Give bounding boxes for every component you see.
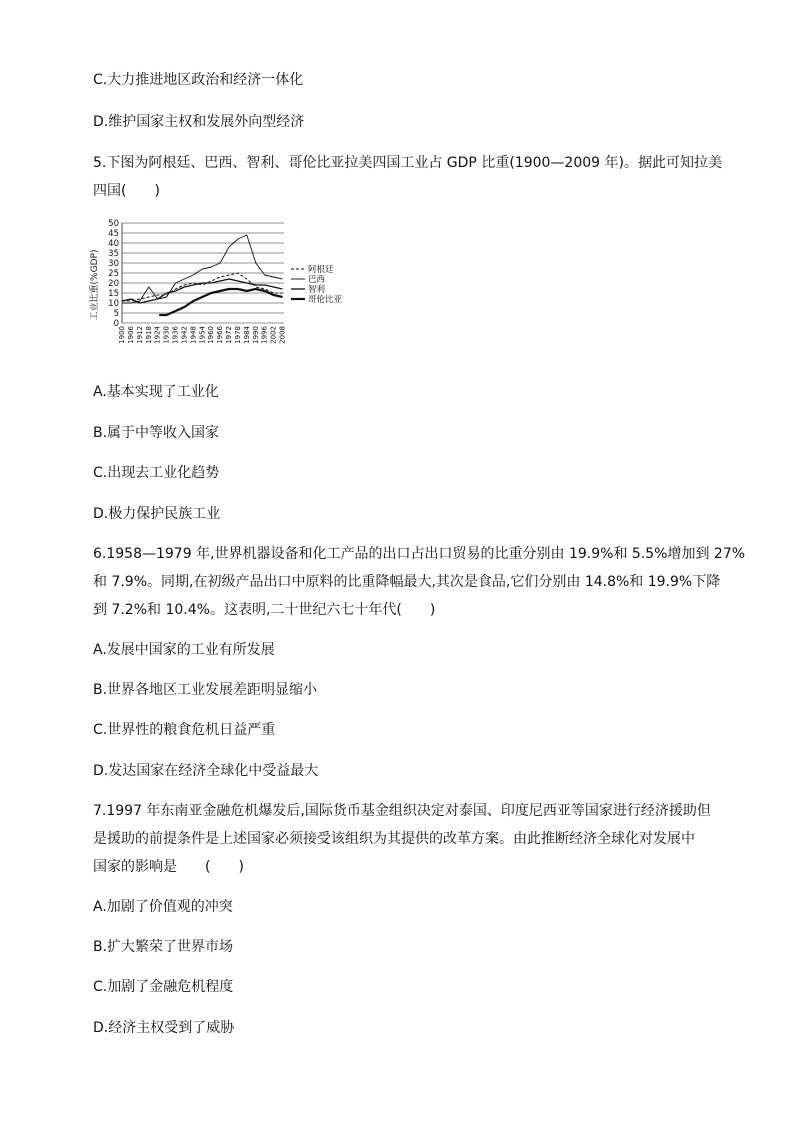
chart-y-tick-label: 25 — [108, 269, 119, 279]
chart-y-tick-label: 30 — [108, 259, 119, 269]
q5-option-d[interactable]: D.极力保护民族工业 — [93, 506, 221, 522]
q6-stem-line-1: 6.1958—1979 年,世界机器设备和化工产品的出口占出口贸易的比重分别由 19.9%和 5.5%增加到 27% — [93, 546, 746, 562]
chart-y-tick-label: 10 — [108, 299, 119, 309]
chart-x-tick-label: 1984 — [242, 326, 251, 344]
chart-x-tick-label: 1948 — [189, 326, 198, 344]
chart-x-tick-label: 1912 — [135, 326, 144, 344]
chart-x-tick-label: 1960 — [207, 326, 216, 344]
chart-y-ticks — [108, 219, 119, 329]
chart-y-tick-label: 45 — [108, 229, 119, 239]
chart-y-tick-label: 0 — [113, 319, 119, 329]
q5-option-c[interactable]: C.出现去工业化趋势 — [93, 465, 220, 481]
q7-option-d[interactable]: D.经济主权受到了威胁 — [93, 1020, 235, 1036]
chart-x-tick-label: 2002 — [269, 326, 278, 344]
chart-x-tick-label: 1924 — [153, 326, 162, 344]
chart-x-tick-label: 1930 — [162, 326, 171, 344]
legend-label: 阿根廷 — [308, 265, 334, 275]
chart-y-tick-label: 35 — [108, 249, 119, 259]
legend-label: 智利 — [308, 285, 326, 295]
chart-x-tick-label: 1978 — [233, 326, 242, 344]
chart-y-axis-label: 工业比重(%GDP) — [90, 249, 100, 321]
q6-option-c[interactable]: C.世界性的粮食危机日益严重 — [93, 722, 276, 738]
q5-stem-line-2: 四国( ) — [93, 183, 160, 199]
q7-stem-line-2: 是援助的前提条件是上述国家必须接受该组织为其提供的改革方案。由此推断经济全球化对发展中 — [93, 831, 695, 847]
chart-legend — [291, 264, 343, 305]
q6-stem — [93, 540, 746, 624]
q6-option-b[interactable]: B.世界各地区工业发展差距明显缩小 — [93, 682, 318, 698]
chart-y-tick-label: 5 — [113, 309, 119, 319]
q5-stem-line-1: 5.下图为阿根廷、巴西、智利、哥伦比亚拉美四国工业占 GDP 比重(1900—2009 年)。据此可知拉美 — [93, 155, 722, 171]
chart-x-tick-label: 1972 — [225, 326, 234, 344]
legend-label: 哥伦比亚 — [308, 295, 343, 305]
chart-grid — [122, 223, 284, 323]
chart-x-tick-label: 1954 — [198, 326, 207, 344]
industry-share-chart — [88, 215, 378, 365]
chart-x-tick-label: 1900 — [118, 326, 126, 344]
chart-x-tick-label: 1906 — [126, 326, 135, 344]
q6-option-a[interactable]: A.发展中国家的工业有所发展 — [93, 642, 275, 658]
q7-option-b[interactable]: B.扩大繁荣了世界市场 — [93, 939, 234, 955]
q6-option-d[interactable]: D.发达国家在经济全球化中受益最大 — [93, 763, 319, 779]
chart-y-tick-label: 50 — [108, 219, 119, 229]
q5-option-a[interactable]: A.基本实现了工业化 — [93, 384, 219, 400]
q7-option-c[interactable]: C.加剧了金融危机程度 — [93, 979, 234, 995]
chart-x-tick-label: 1966 — [216, 326, 225, 344]
q4-option-d[interactable]: D.维护国家主权和发展外向型经济 — [93, 114, 305, 130]
chart-y-tick-label: 15 — [108, 289, 119, 299]
chart-x-tick-label: 1936 — [171, 326, 180, 344]
chart-x-tick-label: 2008 — [278, 326, 287, 344]
chart-x-tick-label: 1918 — [144, 326, 153, 344]
q4-option-c[interactable]: C.大力推进地区政治和经济一体化 — [93, 72, 304, 88]
chart-x-ticks — [118, 325, 287, 343]
q7-stem-line-1: 7.1997 年东南亚金融危机爆发后,国际货币基金组织决定对泰国、印度尼西亚等国家进行经济援助但 — [93, 803, 711, 819]
chart-y-tick-label: 20 — [108, 279, 119, 289]
q5-option-b[interactable]: B.属于中等收入国家 — [93, 425, 220, 441]
q7-stem — [93, 797, 711, 881]
q5-stem — [93, 149, 722, 205]
q7-option-a[interactable]: A.加剧了价值观的冲突 — [93, 899, 233, 915]
chart-y-tick-label: 40 — [108, 239, 119, 249]
chart-x-tick-label: 1996 — [260, 326, 269, 344]
q6-stem-line-3: 到 7.2%和 10.4%。这表明,二十世纪六七十年代( ) — [93, 602, 436, 618]
legend-label: 巴西 — [308, 275, 326, 285]
chart-x-tick-label: 1942 — [180, 326, 189, 344]
q7-stem-line-3: 国家的影响是 ( ) — [93, 859, 244, 875]
chart-x-tick-label: 1990 — [251, 326, 260, 344]
q6-stem-line-2: 和 7.9%。同期,在初级产品出口中原料的比重降幅最大,其次是食品,它们分别由 14.8%和 19.9%下降 — [93, 574, 721, 590]
